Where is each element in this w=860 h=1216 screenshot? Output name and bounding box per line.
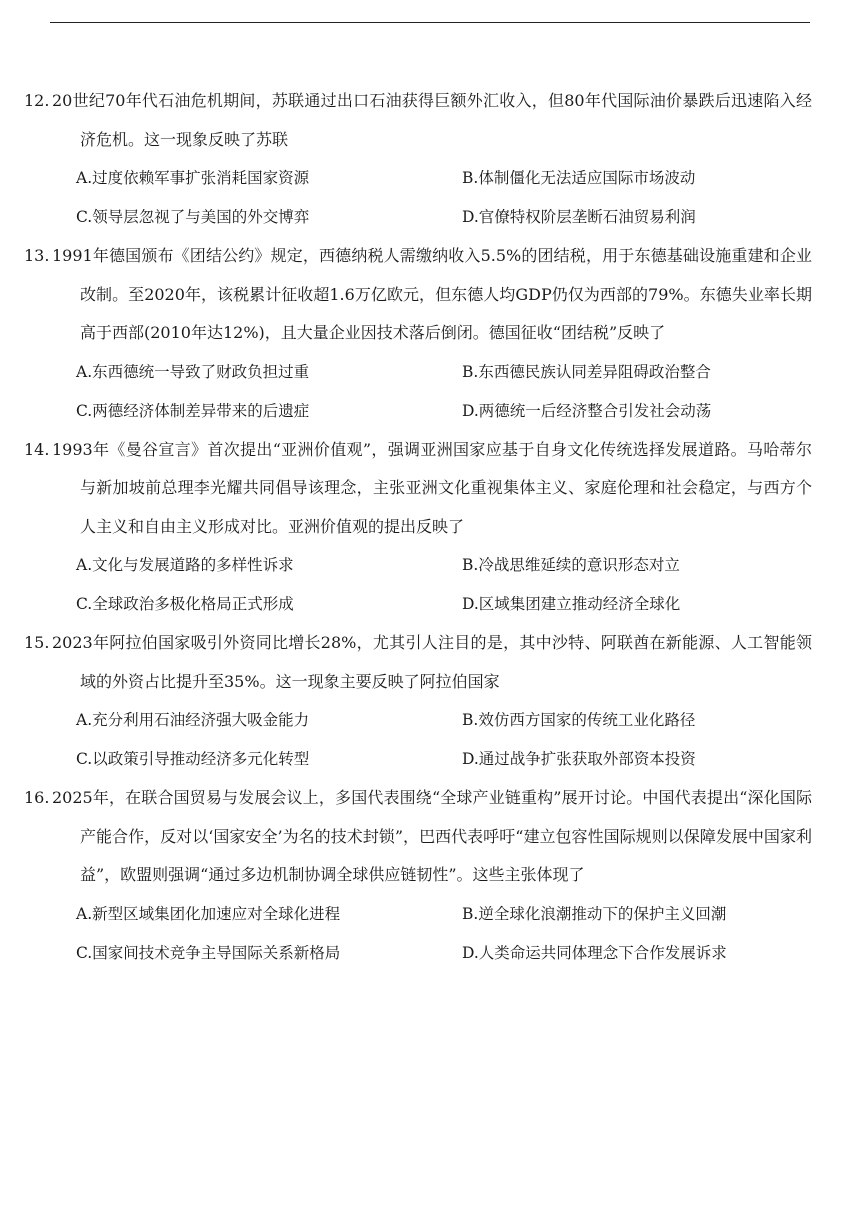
question-16 (24, 779, 812, 973)
option-c: C.领导层忽视了与美国的外交博弈 (76, 208, 310, 226)
option-b: B.体制僵化无法适应国际市场波动 (462, 169, 696, 187)
option-group (52, 895, 812, 973)
question-stem: 12. 20世纪70年代石油危机期间，苏联通过出口石油获得巨额外汇收入，但80年代国际油价暴跌后迅速陷入经济危机。这一现象反映了苏联 (24, 91, 812, 149)
option-b: B.东西德民族认同差异阻碍政治整合 (462, 362, 711, 381)
header-rule (50, 22, 810, 23)
option-b: B.效仿西方国家的传统工业化路径 (462, 711, 696, 729)
question-stem: 14. 1993年《曼谷宣言》首次提出“亚洲价值观”，强调亚洲国家应基于自身文化传统选择发展道路。马哈蒂尔与新加坡前总理李光耀共同倡导该理念，主张亚洲文化重视集体主义、家庭伦理和社会稳定，与西方个人主义和自由主义形成对比。亚洲价值观的提出反映了 (24, 439, 812, 536)
question-text: 2025年，在联合国贸易与发展会议上，多国代表围绕“全球产业链重构”展开讨论。中国代表提出“深化国际产能合作，反对以‘国家安全’为名的技术封锁”，巴西代表呼吁“建立包容性国际规则以保障发展中国家利益”，欧盟则强调“通过多边机制协调全球供应链韧性”。这些主张体现了 (52, 788, 812, 884)
option-a: A.过度依赖军事扩张消耗国家资源 (76, 169, 310, 187)
option-b: B.冷战思维延续的意识形态对立 (462, 556, 680, 574)
option-d: D.两德统一后经济整合引发社会动荡 (462, 401, 712, 420)
option-d: D.区域集团建立推动经济全球化 (462, 595, 681, 613)
option-d: D.通过战争扩张获取外部资本投资 (462, 750, 696, 768)
question-text: 2023年阿拉伯国家吸引外资同比增长28%，尤其引人注目的是，其中沙特、阿联酋在新能源、人工智能领域的外资占比提升至35%。这一现象主要反映了阿拉伯国家 (52, 633, 812, 691)
option-a: A.新型区域集团化加速应对全球化进程 (76, 904, 341, 923)
question-14 (24, 431, 812, 625)
question-stem: 15. 2023年阿拉伯国家吸引外资同比增长28%，尤其引人注目的是，其中沙特、阿联酋在新能源、人工智能领域的外资占比提升至35%。这一现象主要反映了阿拉伯国家 (24, 633, 812, 691)
option-group (52, 159, 812, 237)
question-text: 1991年德国颁布《团结公约》规定，西德纳税人需缴纳收入5.5%的团结税，用于东德基础设施重建和企业改制。至2020年，该税累计征收超1.6万亿欧元，但东德人均GDP仍仅为西部的79%。东德失业率长期高于西部(2010年达12%)，且大量企业因技术落后倒闭。德国征收“团结税”反映了 (52, 246, 812, 342)
option-d: D.官僚特权阶层垄断石油贸易利润 (462, 208, 696, 226)
option-d: D.人类命运共同体理念下合作发展诉求 (462, 943, 727, 962)
question-15 (24, 624, 812, 779)
option-b: B.逆全球化浪潮推动下的保护主义回潮 (462, 904, 727, 923)
option-group (52, 546, 812, 624)
question-stem: 16. 2025年，在联合国贸易与发展会议上，多国代表围绕“全球产业链重构”展开讨论。中国代表提出“深化国际产能合作，反对以‘国家安全’为名的技术封锁”，巴西代表呼吁“建立包容性国际规则以保障发展中国家利益”，欧盟则强调“通过多边机制协调全球供应链韧性”。这些主张体现了 (24, 788, 812, 884)
option-a: A.东西德统一导致了财政负担过重 (76, 362, 310, 381)
option-group (52, 701, 812, 779)
option-a: A.充分利用石油经济强大吸金能力 (76, 711, 310, 729)
option-c: C.国家间技术竞争主导国际关系新格局 (76, 943, 341, 962)
option-a: A.文化与发展道路的多样性诉求 (76, 556, 294, 574)
question-stem: 13. 1991年德国颁布《团结公约》规定，西德纳税人需缴纳收入5.5%的团结税，用于东德基础设施重建和企业改制。至2020年，该税累计征收超1.6万亿欧元，但东德人均GDP仍仅为西部的79%。东德失业率长期高于西部(2010年达12%)，且大量企业因技术落后倒闭。德国征收“团结税”反映了 (24, 246, 812, 342)
question-text: 20世纪70年代石油危机期间，苏联通过出口石油获得巨额外汇收入，但80年代国际油价暴跌后迅速陷入经济危机。这一现象反映了苏联 (52, 91, 812, 149)
question-13 (24, 237, 812, 431)
option-group (52, 353, 812, 431)
option-c: C.以政策引导推动经济多元化转型 (76, 750, 310, 768)
question-text: 1993年《曼谷宣言》首次提出“亚洲价值观”，强调亚洲国家应基于自身文化传统选择发展道路。马哈蒂尔与新加坡前总理李光耀共同倡导该理念，主张亚洲文化重视集体主义、家庭伦理和社会稳定，与西方个人主义和自由主义形成对比。亚洲价值观的提出反映了 (52, 439, 812, 536)
question-12 (24, 82, 812, 237)
option-c: C.全球政治多极化格局正式形成 (76, 595, 294, 613)
question-list (24, 82, 812, 973)
option-c: C.两德经济体制差异带来的后遗症 (76, 401, 310, 420)
